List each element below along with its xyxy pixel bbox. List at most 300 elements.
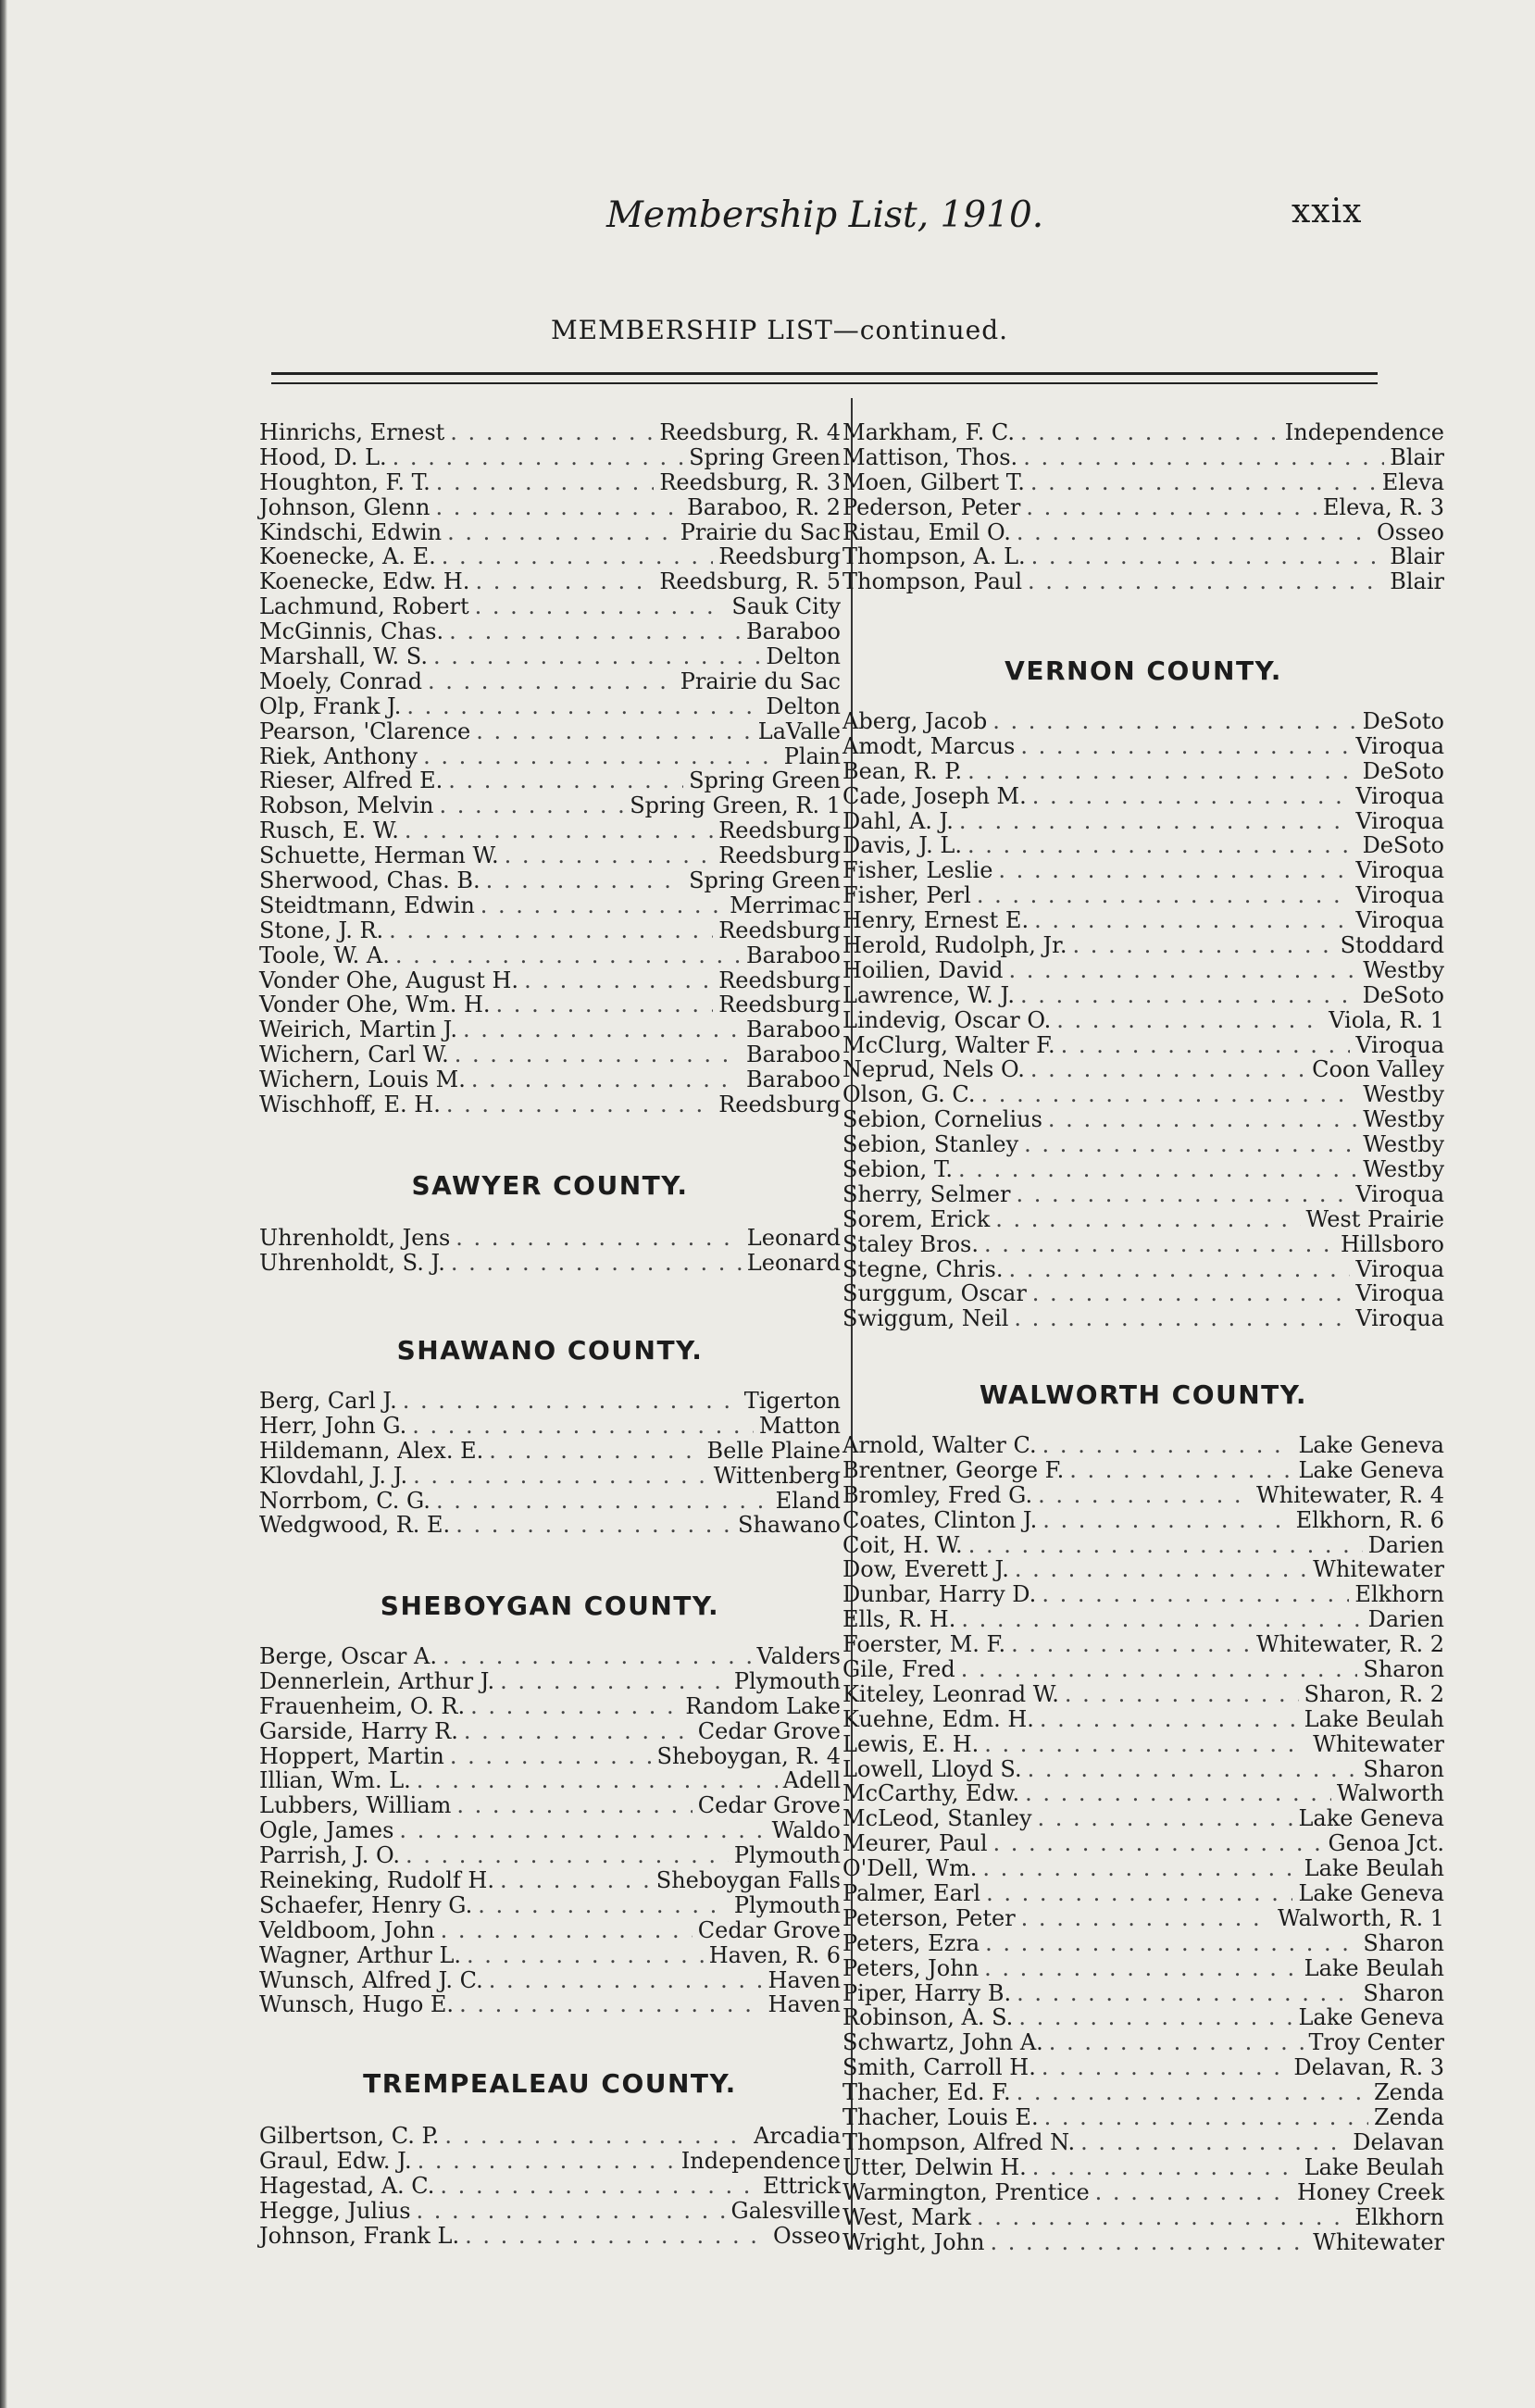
- dot-leader: [1011, 1632, 1251, 1657]
- member-name: Sebion, Cornelius: [842, 1106, 1042, 1133]
- member-entry: [842, 2080, 1444, 2105]
- member-name: Herold, Rudolph, Jr.: [842, 932, 1067, 959]
- member-entry: [842, 833, 1444, 858]
- dot-leader: [423, 744, 779, 769]
- member-entry: [259, 619, 841, 644]
- member-name: Cade, Joseph M.: [842, 782, 1027, 809]
- member-entry: [259, 1226, 841, 1251]
- dot-leader: [451, 1251, 742, 1276]
- member-entry: [842, 1107, 1444, 1132]
- member-place: Merrimac: [730, 892, 841, 918]
- member-place: Baraboo: [746, 942, 841, 968]
- member-entry: [842, 1806, 1444, 1831]
- vernon-list: [842, 709, 1444, 1331]
- member-entry: [842, 1931, 1444, 1956]
- dot-leader: [1025, 1781, 1331, 1806]
- member-entry: [842, 1831, 1444, 1856]
- member-entry: [842, 1956, 1444, 1981]
- dot-leader: [449, 619, 741, 644]
- dot-leader: [1034, 908, 1350, 933]
- member-name: Fisher, Leslie: [842, 857, 993, 884]
- member-entry: [842, 933, 1444, 958]
- member-entry: [259, 1744, 841, 1769]
- dot-leader: [450, 420, 654, 445]
- member-entry: [259, 1943, 841, 1968]
- member-place: Walworth: [1336, 1780, 1444, 1807]
- member-entry: [259, 1694, 841, 1719]
- dot-leader: [993, 1831, 1323, 1856]
- dot-leader: [984, 1732, 1307, 1757]
- member-entry: [842, 858, 1444, 883]
- member-place: Viroqua: [1355, 807, 1444, 834]
- double-rule-bottom: [271, 382, 1378, 384]
- member-place: Galesville: [730, 2197, 841, 2224]
- member-name: Sebion, Stanley: [842, 1131, 1019, 1158]
- member-entry: [259, 1017, 841, 1042]
- dot-leader: [447, 520, 675, 545]
- member-name: Vonder Ohe, August H.: [259, 967, 519, 993]
- member-name: Wichern, Carl W.: [259, 1042, 449, 1068]
- dot-leader: [1028, 569, 1384, 594]
- member-name: Foerster, M. F.: [842, 1631, 1006, 1658]
- dot-leader: [1030, 1057, 1306, 1082]
- member-place: Osseo: [773, 2222, 841, 2249]
- member-name: Moen, Gilbert T.: [842, 468, 1025, 495]
- member-entry: [842, 569, 1444, 594]
- member-entry: [259, 2199, 841, 2224]
- member-entry: [842, 883, 1444, 908]
- member-place: Baraboo, R. 2: [687, 493, 841, 520]
- member-place: Delavan: [1353, 2128, 1444, 2155]
- dot-leader: [436, 470, 655, 495]
- member-entry: [259, 569, 841, 594]
- member-entry: [842, 784, 1444, 809]
- member-name: Stone, J. R.: [259, 917, 384, 943]
- member-place: Baraboo: [746, 618, 841, 645]
- member-place: Whitewater: [1313, 1556, 1444, 1583]
- member-name: Rieser, Alfred E.: [259, 767, 443, 794]
- member-place: West Prairie: [1305, 1205, 1444, 1232]
- member-name: Stegne, Chris.: [842, 1255, 1004, 1282]
- dot-leader: [496, 992, 714, 1017]
- member-place: Matton: [758, 1412, 841, 1439]
- member-entry: [259, 495, 841, 520]
- member-name: Peterson, Peter: [842, 1904, 1016, 1931]
- member-place: Cedar Grove: [697, 1792, 841, 1819]
- member-entry: [842, 1632, 1444, 1657]
- member-name: Wunsch, Hugo E.: [259, 1991, 455, 2018]
- member-entry: [259, 1818, 841, 1843]
- member-name: Fisher, Perl: [842, 882, 971, 909]
- member-name: Berg, Carl J.: [259, 1388, 397, 1414]
- member-name: Gile, Fred: [842, 1656, 955, 1683]
- member-entry: [842, 1033, 1444, 1058]
- dot-leader: [1020, 420, 1279, 445]
- member-name: Thompson, A. L.: [842, 543, 1026, 570]
- dot-leader: [456, 1513, 732, 1538]
- member-place: Blair: [1390, 543, 1444, 570]
- member-entry: [842, 2180, 1444, 2205]
- dot-leader: [1014, 1306, 1350, 1331]
- trempealeau-list: [259, 2124, 841, 2248]
- member-entry: [842, 1557, 1444, 1582]
- member-name: McLeod, Stanley: [842, 1805, 1032, 1832]
- member-entry: [842, 2105, 1444, 2130]
- member-entry: [259, 1768, 841, 1793]
- dot-leader: [455, 1042, 741, 1067]
- member-name: Herr, John G.: [259, 1412, 407, 1439]
- member-name: Wichern, Louis M.: [259, 1067, 466, 1093]
- member-entry: [842, 1607, 1444, 1632]
- member-entry: [842, 1657, 1444, 1682]
- sawyer-list: [259, 1226, 841, 1276]
- member-place: Whitewater, R. 2: [1255, 1631, 1444, 1658]
- member-name: McClurg, Walter F.: [842, 1031, 1055, 1058]
- dot-leader: [399, 1818, 766, 1843]
- member-place: Sheboygan Falls: [655, 1867, 841, 1894]
- member-place: Eleva: [1381, 468, 1444, 495]
- member-entry: [842, 2055, 1444, 2080]
- member-name: Utter, Delwin H.: [842, 2153, 1027, 2180]
- dot-leader: [480, 893, 724, 918]
- member-entry: [259, 793, 841, 818]
- member-place: Whitewater: [1313, 2228, 1444, 2255]
- member-place: Osseo: [1377, 518, 1444, 545]
- double-rule-top: [271, 372, 1378, 375]
- member-place: Viroqua: [1355, 907, 1444, 934]
- dot-leader: [471, 1067, 741, 1092]
- member-name: Hagestad, A. C.: [259, 2172, 435, 2199]
- dot-leader: [456, 1226, 742, 1251]
- member-place: Ettrick: [763, 2172, 841, 2199]
- member-entry: [842, 2155, 1444, 2180]
- dot-leader: [1038, 1806, 1293, 1831]
- member-name: Wedgwood, R. E.: [259, 1512, 451, 1539]
- member-place: Elkhorn, R. 6: [1295, 1506, 1444, 1533]
- member-name: Mattison, Thos.: [842, 443, 1018, 470]
- member-name: Thacher, Ed. F.: [842, 2079, 1011, 2106]
- member-place: Viroqua: [1355, 1280, 1444, 1307]
- member-entry: [842, 2005, 1444, 2030]
- dot-leader: [441, 1918, 693, 1943]
- member-place: Sharon: [1363, 1979, 1444, 2006]
- dot-leader: [446, 1092, 713, 1117]
- member-name: Wright, John: [842, 2228, 985, 2255]
- member-name: O'Dell, Wm.: [842, 1855, 978, 1882]
- dot-leader: [489, 1968, 763, 1993]
- dot-leader: [1032, 784, 1351, 809]
- member-name: Wunsch, Alfred J. C.: [259, 1966, 483, 1993]
- member-name: Vonder Ohe, Wm. H.: [259, 992, 491, 1018]
- member-name: Robinson, A. S.: [842, 2004, 1014, 2031]
- member-name: Koenecke, Edw. H.: [259, 568, 470, 595]
- member-entry: [259, 768, 841, 793]
- member-place: Westby: [1363, 1131, 1444, 1158]
- dot-leader: [1015, 1557, 1307, 1582]
- member-entry: [259, 2224, 841, 2249]
- dot-leader: [450, 1744, 652, 1769]
- member-place: Whitewater, R. 4: [1255, 1481, 1444, 1508]
- member-name: Schuette, Herman W.: [259, 842, 499, 869]
- member-entry: [842, 2030, 1444, 2055]
- member-place: Reedsburg: [718, 992, 841, 1018]
- county-heading-shawano: SHAWANO COUNTY.: [396, 1335, 704, 1366]
- member-entry: [259, 1414, 841, 1439]
- member-place: Sharon, R. 2: [1304, 1680, 1444, 1707]
- county-heading-vernon: VERNON COUNTY.: [1005, 655, 1282, 686]
- dot-leader: [977, 2205, 1349, 2230]
- dot-leader: [1008, 958, 1357, 983]
- member-name: Kiteley, Leonrad W.: [842, 1680, 1059, 1707]
- member-entry: [842, 1257, 1444, 1282]
- member-entry: [259, 520, 841, 545]
- dot-leader: [1028, 1757, 1358, 1782]
- dot-leader: [476, 719, 752, 744]
- member-entry: [259, 1992, 841, 2017]
- dot-leader: [440, 793, 625, 818]
- member-place: Valders: [756, 1643, 841, 1669]
- member-name: Hood, D. L.: [259, 443, 387, 470]
- dot-leader: [1095, 2180, 1292, 2205]
- member-place: Spring Green, R. 1: [630, 792, 841, 819]
- member-place: Blair: [1390, 568, 1444, 595]
- member-name: Olp, Frank J.: [259, 692, 402, 719]
- member-entry: [842, 1132, 1444, 1157]
- member-place: LaValle: [757, 717, 841, 744]
- member-entry: [842, 1856, 1444, 1881]
- member-name: Hegge, Julius: [259, 2197, 411, 2224]
- member-entry: [259, 719, 841, 744]
- member-name: Wischhoff, E. H.: [259, 1092, 441, 1118]
- member-entry: [842, 2205, 1444, 2230]
- sheboygan-list: [259, 1644, 841, 2017]
- member-place: Viroqua: [1355, 882, 1444, 909]
- member-name: Illian, Wm. L.: [259, 1767, 411, 1794]
- member-name: Brentner, George F.: [842, 1456, 1065, 1483]
- member-name: Olson, G. C.: [842, 1081, 976, 1108]
- member-name: Coit, H. W.: [842, 1531, 963, 1558]
- dot-leader: [985, 1931, 1357, 1956]
- member-name: Veldboom, John: [259, 1916, 435, 1943]
- dot-leader: [1042, 1433, 1293, 1458]
- member-place: Viroqua: [1355, 1305, 1444, 1332]
- member-entry: [259, 1868, 841, 1893]
- member-name: Bromley, Fred G.: [842, 1481, 1033, 1508]
- member-name: Aberg, Jacob: [842, 708, 988, 734]
- member-entry: [842, 1433, 1444, 1458]
- member-entry: [259, 843, 841, 868]
- member-name: Staley Bros.: [842, 1230, 979, 1257]
- member-name: McCarthy, Edw.: [842, 1780, 1020, 1807]
- dot-leader: [1042, 1582, 1349, 1607]
- member-name: Thacher, Louis E.: [842, 2104, 1039, 2131]
- member-entry: [259, 918, 841, 943]
- member-entry: [842, 809, 1444, 834]
- member-name: Robson, Melvin: [259, 792, 434, 819]
- member-place: Prairie du Sac: [680, 668, 841, 694]
- member-place: Zenda: [1373, 2104, 1444, 2131]
- member-name: Steidtmann, Edwin: [259, 892, 475, 918]
- member-name: Amodt, Marcus: [842, 732, 1016, 759]
- member-place: DeSoto: [1362, 708, 1444, 734]
- member-place: Elkhorn: [1354, 1581, 1444, 1608]
- dot-leader: [478, 1893, 729, 1918]
- member-name: Neprud, Nels O.: [842, 1056, 1025, 1083]
- member-entry: [842, 520, 1444, 545]
- member-place: Honey Creek: [1296, 2178, 1444, 2205]
- member-name: Lubbers, William: [259, 1792, 452, 1819]
- dot-leader: [1042, 2055, 1289, 2080]
- dot-leader: [1020, 734, 1350, 759]
- member-entry: [259, 1092, 841, 1117]
- member-entry: [842, 1281, 1444, 1306]
- member-name: Norrbom, C. G.: [259, 1487, 431, 1514]
- member-entry: [259, 744, 841, 769]
- member-place: Lake Geneva: [1298, 1456, 1444, 1483]
- county-heading-trempealeau: TREMPEALEAU COUNTY.: [363, 2068, 737, 2099]
- member-name: Graul, Edw. J.: [259, 2147, 412, 2174]
- dot-leader: [992, 709, 1356, 734]
- dot-leader: [982, 1856, 1298, 1881]
- member-place: Lake Geneva: [1298, 1805, 1444, 1832]
- member-entry: [842, 1458, 1444, 1483]
- member-name: Johnson, Glenn: [259, 493, 431, 520]
- member-entry: [259, 1644, 841, 1669]
- dot-leader: [1069, 1458, 1292, 1483]
- member-name: Klovdahl, J. J.: [259, 1462, 408, 1489]
- member-place: Eland: [775, 1487, 841, 1514]
- dot-leader: [467, 1943, 704, 1968]
- member-place: Viroqua: [1355, 1255, 1444, 1282]
- member-name: Arnold, Walter C.: [842, 1432, 1037, 1458]
- member-place: Reedsburg: [718, 1092, 841, 1118]
- member-name: Thompson, Alfred N.: [842, 2128, 1076, 2155]
- member-name: Wagner, Arthur L.: [259, 1941, 462, 1968]
- member-place: Wittenberg: [713, 1462, 841, 1489]
- dot-leader: [459, 1992, 762, 2017]
- member-entry: [259, 818, 841, 843]
- member-entry: [842, 2130, 1444, 2155]
- member-entry: [259, 1893, 841, 1918]
- member-name: Rusch, E. W.: [259, 817, 399, 844]
- walworth-list: [842, 1433, 1444, 2254]
- dot-leader: [990, 2230, 1307, 2255]
- member-place: Spring Green: [689, 767, 841, 794]
- county-heading-sheboygan: SHEBOYGAN COUNTY.: [380, 1591, 720, 1621]
- dot-leader: [412, 1414, 754, 1439]
- dot-leader: [1044, 2105, 1368, 2130]
- member-name: Kuehne, Edm. H.: [842, 1705, 1034, 1732]
- member-entry: [259, 868, 841, 893]
- dot-leader: [1040, 1707, 1299, 1732]
- dot-leader: [418, 2149, 676, 2174]
- member-place: Reedsburg: [718, 543, 841, 570]
- member-name: Hildemann, Alex. E.: [259, 1437, 484, 1464]
- member-name: Berge, Oscar A.: [259, 1643, 437, 1669]
- member-entry: [842, 734, 1444, 759]
- member-place: Troy Center: [1308, 2029, 1444, 2056]
- dot-leader: [475, 569, 654, 594]
- dot-leader: [413, 1464, 708, 1489]
- member-place: Belle Plaine: [706, 1437, 841, 1464]
- member-entry: [259, 2149, 841, 2174]
- member-place: Plain: [783, 742, 841, 769]
- member-entry: [259, 1489, 841, 1514]
- member-entry: [259, 968, 841, 993]
- member-entry: [259, 644, 841, 669]
- member-place: Plymouth: [733, 1842, 841, 1869]
- dot-leader: [448, 768, 683, 793]
- member-place: Viroqua: [1355, 732, 1444, 759]
- member-name: Uhrenholdt, Jens: [259, 1225, 451, 1251]
- dot-leader: [417, 1768, 778, 1793]
- member-name: Warmington, Prentice: [842, 2178, 1090, 2205]
- member-name: Ristau, Emil O.: [842, 518, 1011, 545]
- member-entry: [259, 694, 841, 719]
- member-entry: [842, 983, 1444, 1008]
- member-entry: [259, 594, 841, 619]
- member-place: Sharon: [1363, 1755, 1444, 1782]
- member-name: Toole, W. A.: [259, 942, 390, 968]
- member-name: Bean, R. P.: [842, 757, 963, 784]
- member-name: Lowell, Lloyd S.: [842, 1755, 1022, 1782]
- member-name: Swiggum, Neil: [842, 1305, 1009, 1332]
- member-entry: [259, 1513, 841, 1538]
- member-place: Coon Valley: [1312, 1056, 1444, 1083]
- county-heading-sawyer: SAWYER COUNTY.: [411, 1170, 689, 1201]
- member-entry: [842, 1781, 1444, 1806]
- member-entry: [259, 544, 841, 569]
- dot-leader: [464, 1719, 693, 1744]
- member-name: Pearson, 'Clarence: [259, 717, 471, 744]
- member-entry: [842, 1981, 1444, 2006]
- member-place: Lake Geneva: [1298, 2004, 1444, 2031]
- member-place: Haven: [768, 1966, 841, 1993]
- member-place: Waldo: [771, 1817, 841, 1844]
- member-name: Gilbertson, C. P.: [259, 2123, 440, 2149]
- member-place: Westby: [1363, 1156, 1444, 1183]
- member-entry: [259, 1389, 841, 1414]
- member-place: Viroqua: [1355, 857, 1444, 884]
- dot-leader: [968, 1533, 1363, 1558]
- dot-leader: [984, 1232, 1335, 1257]
- member-name: Schaefer, Henry G.: [259, 1891, 473, 1918]
- dot-leader: [1073, 933, 1335, 958]
- member-name: Sorem, Erick: [842, 1205, 991, 1232]
- dot-leader: [1056, 1008, 1323, 1033]
- member-name: Hinrichs, Ernest: [259, 419, 445, 445]
- dot-leader: [435, 495, 681, 520]
- member-name: Lawrence, W. J.: [842, 981, 1015, 1008]
- dot-leader: [1026, 495, 1317, 520]
- member-place: Reedsburg: [718, 967, 841, 993]
- dot-leader: [489, 1439, 701, 1464]
- member-name: Houghton, F. T.: [259, 468, 431, 495]
- member-entry: [259, 893, 841, 918]
- member-name: Sherwood, Chas. B.: [259, 867, 480, 894]
- member-place: Lake Beulah: [1304, 1954, 1444, 1981]
- member-entry: [259, 1843, 841, 1868]
- dot-leader: [1021, 1906, 1272, 1931]
- member-place: Prairie du Sac: [680, 518, 841, 545]
- dot-leader: [486, 868, 683, 893]
- member-place: Reedsburg: [718, 817, 841, 844]
- member-place: Lake Beulah: [1304, 1855, 1444, 1882]
- member-place: Darien: [1367, 1606, 1444, 1633]
- member-name: Marshall, W. S.: [259, 643, 428, 670]
- member-entry: [842, 1306, 1444, 1331]
- member-name: Kindschi, Edwin: [259, 518, 443, 545]
